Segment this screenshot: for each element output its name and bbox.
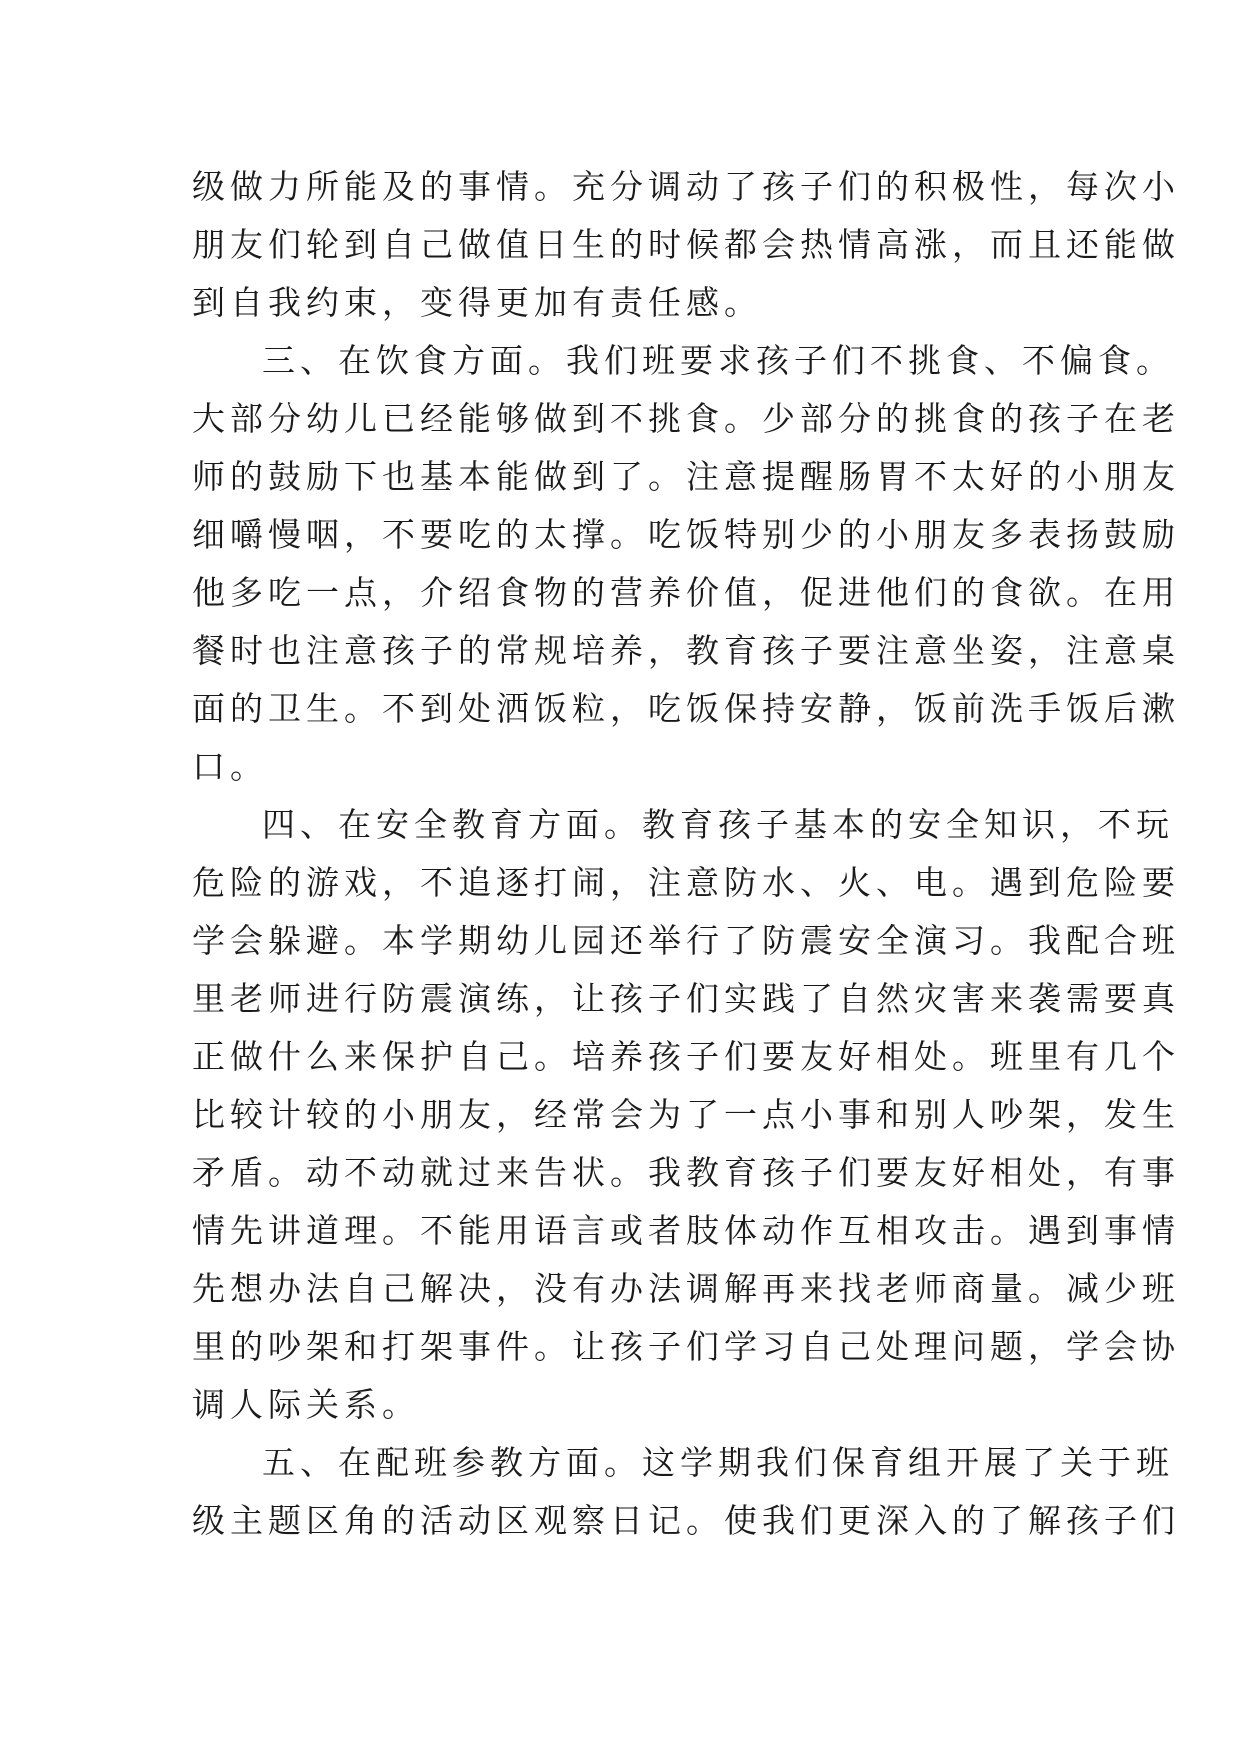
- text-line: 里的吵架和打架事件。让孩子们学习自己处理问题，学会协: [192, 1327, 1180, 1366]
- text-line: 危险的游戏，不追逐打闹，注意防水、火、电。遇到危险要: [192, 863, 1180, 902]
- text-line: 级做力所能及的事情。充分调动了孩子们的积极性，每次小: [192, 167, 1180, 206]
- paragraph-first-line: 五、在配班参教方面。这学期我们保育组开展了关于班: [262, 1443, 1174, 1482]
- paragraph-first-line: 四、在安全教育方面。教育孩子基本的安全知识，不玩: [262, 805, 1174, 844]
- text-line: 比较计较的小朋友，经常会为了一点小事和别人吵架，发生: [192, 1095, 1180, 1134]
- text-line: 先想办法自己解决，没有办法调解再来找老师商量。减少班: [192, 1269, 1180, 1308]
- text-line: 里老师进行防震演练，让孩子们实践了自然灾害来袭需要真: [192, 979, 1180, 1018]
- text-line: 朋友们轮到自己做值日生的时候都会热情高涨，而且还能做: [192, 225, 1180, 264]
- text-line: 大部分幼儿已经能够做到不挑食。少部分的挑食的孩子在老: [192, 399, 1180, 438]
- text-line: 餐时也注意孩子的常规培养，教育孩子要注意坐姿，注意桌: [192, 631, 1180, 670]
- text-line: 师的鼓励下也基本能做到了。注意提醒肠胃不太好的小朋友: [192, 457, 1180, 496]
- text-line: 学会躲避。本学期幼儿园还举行了防震安全演习。我配合班: [192, 921, 1180, 960]
- text-line: 矛盾。动不动就过来告状。我教育孩子们要友好相处，有事: [192, 1153, 1180, 1192]
- text-line: 面的卫生。不到处洒饭粒，吃饭保持安静，饭前洗手饭后漱: [192, 689, 1180, 728]
- text-line: 到自我约束，变得更加有责任感。: [192, 283, 762, 322]
- document-body: [192, 158, 1180, 1550]
- text-line: 细嚼慢咽，不要吃的太撑。吃饭特别少的小朋友多表扬鼓励: [192, 515, 1180, 554]
- text-line: 口。: [192, 747, 268, 786]
- text-line: 级主题区角的活动区观察日记。使我们更深入的了解孩子们: [192, 1501, 1180, 1540]
- text-line: 他多吃一点，介绍食物的营养价值，促进他们的食欲。在用: [192, 573, 1180, 612]
- paragraph-first-line: 三、在饮食方面。我们班要求孩子们不挑食、不偏食。: [262, 341, 1174, 380]
- text-line: 正做什么来保护自己。培养孩子们要友好相处。班里有几个: [192, 1037, 1180, 1076]
- text-line: 情先讲道理。不能用语言或者肢体动作互相攻击。遇到事情: [192, 1211, 1180, 1250]
- text-line: 调人际关系。: [192, 1385, 420, 1424]
